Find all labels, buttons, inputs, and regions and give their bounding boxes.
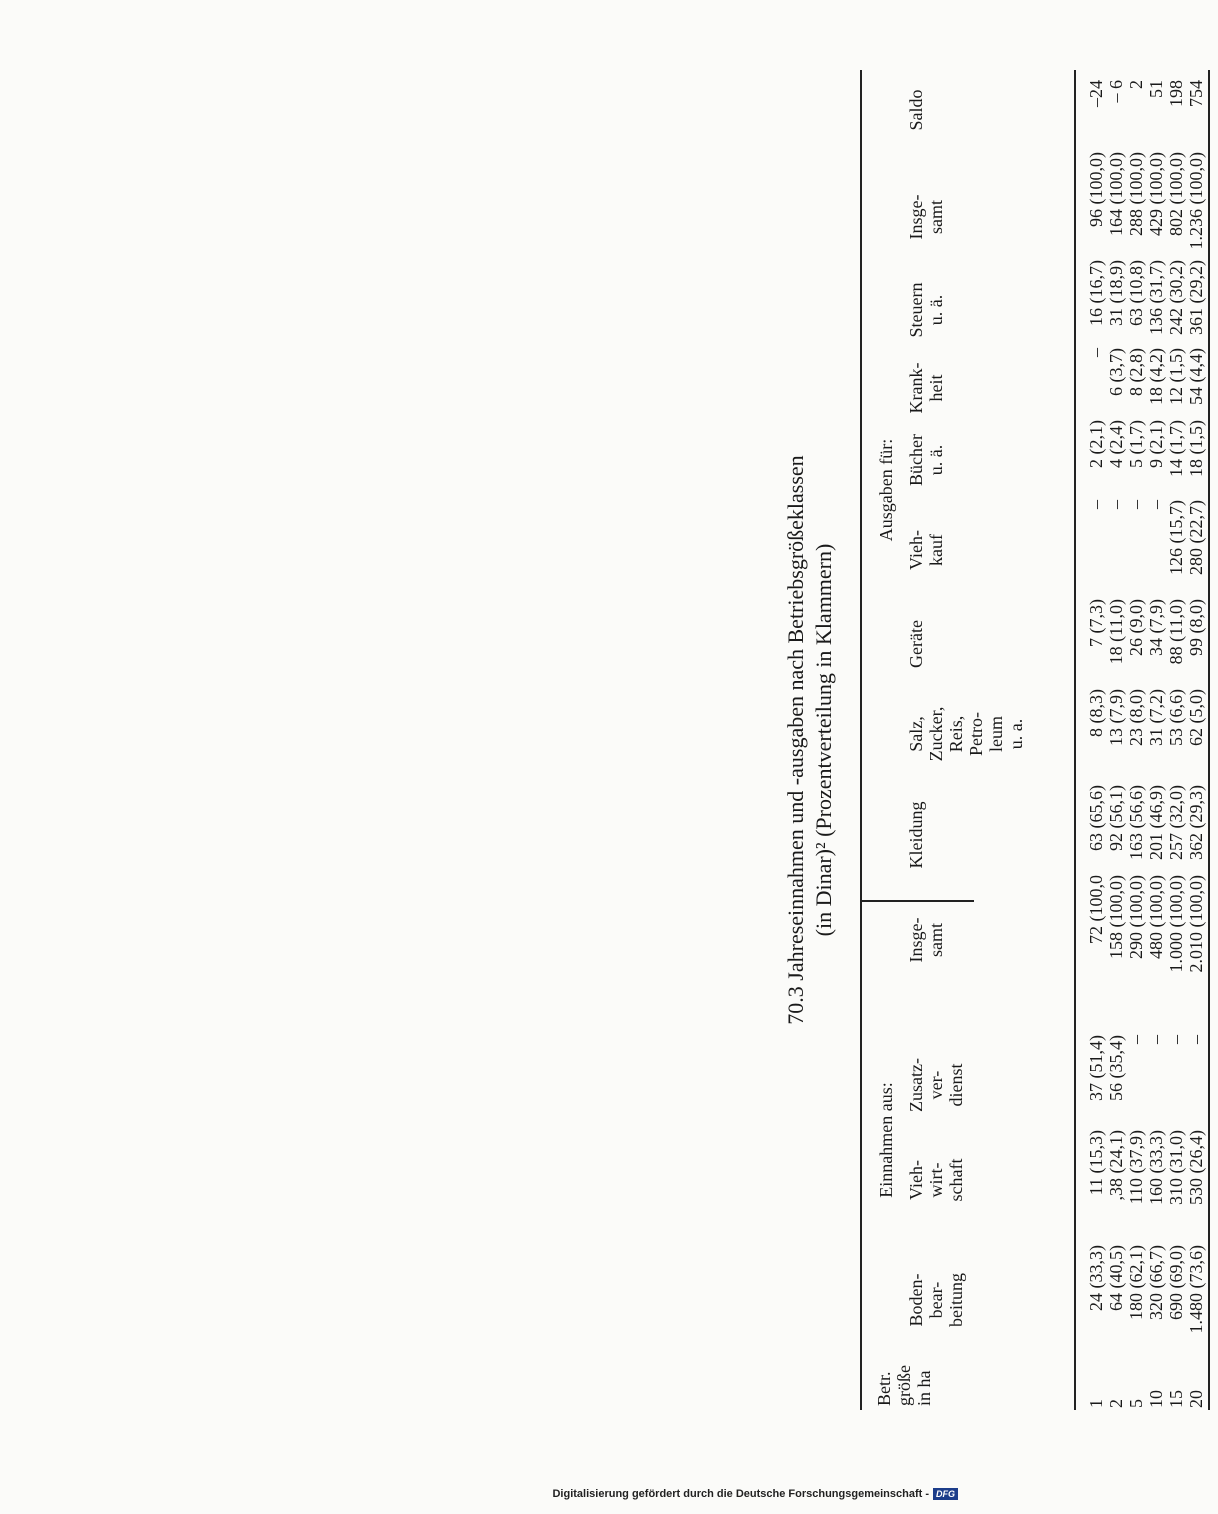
header-boden-line: Boden- [906, 1273, 926, 1327]
cell-size: 15 [1166, 1390, 1186, 1408]
header-size-line: Betr. [874, 1371, 894, 1406]
cell-boden: 320 (66,7) [1146, 1245, 1166, 1320]
header-geraete-line: Geräte [906, 620, 926, 668]
cell-income-total: 158 (100,0) [1106, 875, 1126, 959]
cell-zusatz: – [1166, 1035, 1186, 1044]
header-salz-line: Zucker, [926, 706, 946, 762]
cell-vieh: ,38 (24,1) [1106, 1130, 1126, 1201]
cell-vieh: 310 (31,0) [1166, 1130, 1186, 1205]
header-boden-line: bear- [926, 1281, 946, 1319]
header-size-line: größe [894, 1365, 914, 1406]
cell-salz: 53 (6,6) [1166, 689, 1186, 746]
header-boden [906, 1250, 966, 1350]
cell-steuern: 16 (16,7) [1086, 260, 1106, 326]
cell-saldo: 754 [1186, 80, 1206, 107]
header-viehkauf-line: Vieh- [906, 530, 926, 570]
cell-boden: 690 (69,0) [1166, 1245, 1186, 1320]
header-expense-total-line: Insge- [906, 194, 926, 240]
cell-expense-total: 96 (100,0) [1086, 152, 1106, 227]
cell-krankheit: 12 (1,5) [1166, 348, 1186, 405]
bottom-rule [1208, 70, 1210, 1410]
cell-expense-total: 802 (100,0) [1166, 152, 1186, 236]
income-group-heading: Einnahmen aus: [876, 1082, 896, 1198]
table-title-line2: (in Dinar)² (Prozentverteilung in Klammern) [811, 543, 836, 937]
cell-geraete: 26 (9,0) [1126, 599, 1146, 656]
cell-vieh: 530 (26,4) [1186, 1130, 1206, 1205]
header-buecher-line: Bücher [906, 434, 926, 486]
cell-boden: 180 (62,1) [1126, 1245, 1146, 1320]
header-size-line: in ha [914, 1370, 934, 1406]
cell-salz: 31 (7,2) [1146, 689, 1166, 746]
cell-zusatz: – [1186, 1035, 1206, 1044]
cell-saldo: 2 [1126, 80, 1146, 89]
header-vieh-line: Vieh- [906, 1160, 926, 1200]
cell-expense-total: 429 (100,0) [1146, 152, 1166, 236]
cell-saldo: –24 [1086, 80, 1106, 107]
cell-size: 20 [1186, 1390, 1206, 1408]
cell-steuern: 63 (10,8) [1126, 260, 1146, 326]
cell-vieh: 110 (37,9) [1126, 1130, 1146, 1205]
cell-steuern: 31 (18,9) [1106, 260, 1126, 326]
cell-geraete: 99 (8,0) [1186, 599, 1206, 656]
header-steuern-line: Steuern [906, 282, 926, 338]
cell-zusatz: – [1146, 1035, 1166, 1044]
header-salz-line: leum [986, 716, 1006, 752]
header-boden-line: beitung [946, 1273, 966, 1327]
header-viehkauf [906, 500, 946, 600]
header-expense-total-line: samt [926, 200, 946, 234]
cell-krankheit: – [1086, 348, 1106, 357]
header-zusatz [906, 1035, 966, 1135]
cell-zusatz: 37 (51,4) [1086, 1035, 1106, 1101]
cell-buecher: 4 (2,4) [1106, 420, 1126, 468]
cell-kleidung: 201 (46,9) [1146, 785, 1166, 860]
cell-kleidung: 92 (56,1) [1106, 785, 1126, 851]
cell-steuern: 361 (29,2) [1186, 260, 1206, 335]
cell-viehkauf: 280 (22,7) [1186, 500, 1206, 575]
cell-income-total: 290 (100,0) [1126, 875, 1146, 959]
cell-krankheit: 8 (2,8) [1126, 348, 1146, 396]
cell-income-total: 2.010 (100,0) [1186, 875, 1206, 973]
digitization-footer [552, 1488, 958, 1500]
cell-vieh: 11 (15,3) [1086, 1130, 1106, 1196]
header-income-total-line: samt [926, 923, 946, 957]
header-salz-line: Salz, [906, 716, 926, 752]
rotated-table-page [778, 70, 1218, 1410]
cell-kleidung: 63 (65,6) [1086, 785, 1106, 851]
cell-zusatz: 56 (35,4) [1106, 1035, 1126, 1101]
header-expense-total [906, 167, 946, 267]
cell-boden: 64 (40,5) [1106, 1245, 1126, 1311]
cell-viehkauf: – [1146, 500, 1166, 509]
cell-viehkauf: – [1126, 500, 1146, 509]
header-kleidung-line: Kleidung [906, 801, 926, 869]
cell-geraete: 7 (7,3) [1086, 599, 1106, 647]
header-zusatz-line: ver- [926, 1070, 946, 1100]
footer-text: Digitalisierung gefördert durch die Deutsche Forschungsgemeinschaft - [552, 1488, 929, 1500]
header-salz-line: u. a. [1006, 718, 1026, 750]
header-salz-line: Reis, [946, 715, 966, 753]
dfg-logo: DFG [933, 1488, 958, 1500]
header-vieh [906, 1130, 966, 1230]
header-income-total-line: Insge- [906, 917, 926, 963]
expense-group-heading: Ausgaben für: [876, 438, 896, 542]
cell-expense-total: 1.236 (100,0) [1186, 152, 1206, 250]
header-income-total [906, 890, 946, 990]
cell-buecher: 18 (1,5) [1186, 420, 1206, 477]
cell-viehkauf: – [1106, 500, 1126, 509]
cell-expense-total: 288 (100,0) [1126, 152, 1146, 236]
cell-geraete: 34 (7,9) [1146, 599, 1166, 656]
cell-kleidung: 362 (29,3) [1186, 785, 1206, 860]
cell-steuern: 136 (31,7) [1146, 260, 1166, 335]
cell-viehkauf: – [1086, 500, 1106, 509]
header-geraete [906, 594, 926, 694]
header-krankheit-line: heit [926, 374, 946, 402]
cell-kleidung: 257 (32,0) [1166, 785, 1186, 860]
cell-salz: 13 (7,9) [1106, 689, 1126, 746]
cell-size: 1 [1086, 1399, 1106, 1408]
cell-viehkauf: 126 (15,7) [1166, 500, 1186, 575]
cell-geraete: 18 (11,0) [1106, 599, 1126, 665]
table-title [782, 70, 838, 1410]
header-salz [906, 684, 1026, 784]
header-steuern-line: u. ä. [926, 294, 946, 326]
cell-size: 5 [1126, 1399, 1146, 1408]
cell-buecher: 2 (2,1) [1086, 420, 1106, 468]
header-zusatz-line: Zusatz- [906, 1058, 926, 1112]
cell-buecher: 14 (1,7) [1166, 420, 1186, 477]
header-krankheit-line: Krank- [906, 362, 926, 414]
cell-saldo: – 6 [1106, 80, 1126, 103]
cell-expense-total: 164 (100,0) [1106, 152, 1126, 236]
cell-kleidung: 163 (56,6) [1126, 785, 1146, 860]
cell-salz: 23 (8,0) [1126, 689, 1146, 746]
cell-geraete: 88 (11,0) [1166, 599, 1186, 665]
cell-salz: 62 (5,0) [1186, 689, 1206, 746]
cell-krankheit: 6 (3,7) [1106, 348, 1126, 396]
cell-saldo: 198 [1166, 80, 1186, 107]
top-rule [860, 70, 862, 1410]
cell-krankheit: 18 (4,2) [1146, 348, 1166, 405]
cell-buecher: 5 (1,7) [1126, 420, 1146, 468]
cell-vieh: 160 (33,3) [1146, 1130, 1166, 1205]
cell-boden: 1.480 (73,6) [1186, 1245, 1206, 1334]
cell-income-total: 1.000 (100,0) [1166, 875, 1186, 973]
header-vieh-line: schaft [946, 1158, 966, 1202]
header-saldo [906, 60, 926, 160]
header-saldo-line: Saldo [906, 89, 926, 131]
header-buecher-line: u. ä. [926, 444, 946, 476]
cell-zusatz: – [1126, 1035, 1146, 1044]
cell-saldo: 51 [1146, 80, 1166, 98]
header-salz-line: Petro- [966, 712, 986, 756]
cell-steuern: 242 (30,2) [1166, 260, 1186, 335]
header-steuern [906, 260, 946, 360]
table-title-line1: 70.3 Jahreseinnahmen und -ausgaben nach Betriebsgrößeklassen [783, 455, 808, 1025]
header-zusatz-line: dienst [946, 1063, 966, 1107]
cell-income-total: 480 (100,0) [1146, 875, 1166, 959]
cell-size: 2 [1106, 1399, 1126, 1408]
cell-buecher: 9 (2,1) [1146, 420, 1166, 468]
cell-size: 10 [1146, 1390, 1166, 1408]
header-rule [1074, 70, 1076, 1410]
header-vieh-line: wirt- [926, 1162, 946, 1198]
cell-income-total: 72 (100,0 [1086, 875, 1106, 944]
cell-salz: 8 (8,3) [1086, 689, 1106, 737]
header-kleidung [906, 785, 926, 885]
cell-krankheit: 54 (4,4) [1186, 348, 1206, 405]
header-viehkauf-line: kauf [926, 534, 946, 566]
cell-boden: 24 (33,3) [1086, 1245, 1106, 1311]
